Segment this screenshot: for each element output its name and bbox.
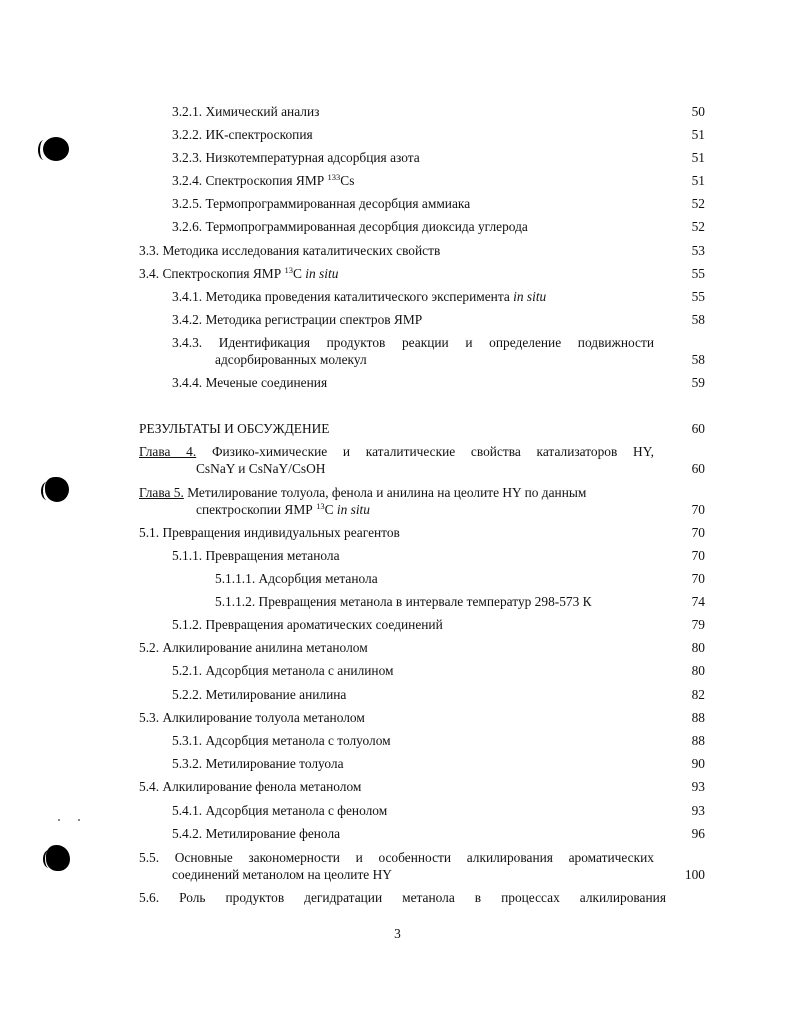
toc-entry-number: 3.4.: [139, 266, 160, 281]
toc-entry-page: 93: [691, 803, 705, 818]
toc-entry-page: 70: [691, 502, 705, 517]
toc-entry-number: 5.1.1.2.: [215, 594, 256, 609]
toc-entry-page: 51: [691, 173, 705, 188]
toc-entry-title: ИК-спектроскопия: [205, 127, 313, 142]
toc-entry-page: 80: [691, 663, 705, 678]
toc-entry-title: Спектроскопия ЯМР $^{133}$Cs: [205, 172, 355, 188]
toc-entry-title: Методика проведения каталитического эксперимента in situ: [205, 289, 547, 304]
toc-entry-title: Адсорбция метанола: [258, 571, 378, 586]
toc-entry-number: 5.1.2.: [172, 617, 203, 632]
toc-entry-page: 88: [691, 710, 705, 725]
toc-entry-page: 88: [691, 733, 705, 748]
toc-entry-number: 5.3.1.: [172, 733, 203, 748]
toc-entry-title-line2: CsNaY и CsNaY/CsOH: [196, 461, 326, 476]
toc-chapter-label: Глава 4.: [139, 444, 197, 459]
toc-entry-title-line1: Метилирование толуола, фенола и анилина на цеолите HY по данным: [187, 485, 587, 500]
toc-entry-title-line1: Роль продуктов дегидратации метанола в процессах алкилирования: [179, 890, 666, 905]
toc-entry-number: 3.2.2.: [172, 127, 203, 142]
toc-entry-title: Методика исследования каталитических свойств: [162, 243, 441, 258]
toc-entry-number: 5.1.: [139, 525, 160, 540]
toc-entry-title: Спектроскопия ЯМР $^{13}$C in situ: [162, 265, 339, 281]
toc-entry-title: Метилирование толуола: [205, 756, 344, 771]
toc-entry-title: Химический анализ: [205, 104, 320, 119]
toc-entry-number: 5.1.1.1.: [215, 571, 256, 586]
toc-entry-page: 60: [691, 421, 705, 436]
toc-entry-title: Алкилирование толуола метанолом: [162, 710, 365, 725]
toc-entry-number: 5.3.2.: [172, 756, 203, 771]
toc-entry-number: 3.2.4.: [172, 173, 203, 188]
toc-entry-page: 58: [691, 352, 705, 367]
toc-entry-page: 70: [691, 548, 705, 563]
toc-entry-page: 79: [691, 617, 705, 632]
toc-entry-number: 5.2.2.: [172, 687, 203, 702]
toc-entry-title: Превращения метанола: [205, 548, 340, 563]
toc-entry-page: 70: [691, 525, 705, 540]
toc-entry-title: Меченые соединения: [205, 375, 328, 390]
toc-entry-title: Термопрограммированная десорбция аммиака: [205, 196, 471, 211]
toc-entry-page: 90: [691, 756, 705, 771]
toc-entry-number: 5.4.2.: [172, 826, 203, 841]
toc-entry-title: Превращения ароматических соединений: [205, 617, 443, 632]
toc-entry-title: Методика регистрации спектров ЯМР: [205, 312, 423, 327]
toc-entry-title-line1: Идентификация продуктов реакции и определение подвижности: [218, 335, 654, 350]
toc-entry-number: 3.4.2.: [172, 312, 203, 327]
toc-entry-page: 70: [691, 571, 705, 586]
toc-entry-number: 5.2.: [139, 640, 160, 655]
toc-entry-title: Превращения метанола в интервале температур 298-573 К: [258, 594, 592, 609]
toc-entry-page: 82: [691, 687, 705, 702]
toc-entry-number: 5.3.: [139, 710, 160, 725]
toc-entry-title-line1: Физико-химические и каталитические свойства катализаторов HY,: [211, 444, 655, 459]
toc-entry-title: Адсорбция метанола с толуолом: [205, 733, 391, 748]
toc-entry-number: 3.2.3.: [172, 150, 203, 165]
toc-entry-title-line2: спектроскопии ЯМР $^{13}$C in situ: [196, 501, 370, 517]
toc-entry-title: Метилирование анилина: [205, 687, 347, 702]
toc-entry-number: 3.2.5.: [172, 196, 203, 211]
toc-entry-page: 55: [691, 289, 705, 304]
toc-entry-page: 60: [691, 461, 705, 476]
toc-entry-title: Алкилирование фенола метанолом: [162, 779, 362, 794]
toc-entry-page: 51: [691, 150, 705, 165]
toc-entry-page: 52: [691, 196, 705, 211]
toc-entry-title-line2: соединений метанолом на цеолите HY: [172, 867, 392, 882]
toc-entry-page: 93: [691, 779, 705, 794]
toc-entry-page: 51: [691, 127, 705, 142]
toc-entry-title-line1: Основные закономерности и особенности алкилирования ароматических: [174, 850, 654, 865]
toc-entry-number: 3.2.1.: [172, 104, 203, 119]
toc-entry-number: 3.4.4.: [172, 375, 203, 390]
toc-entry-number: 3.3.: [139, 243, 160, 258]
toc-entry-number: 5.5.: [139, 850, 160, 865]
toc-entry-page: 58: [691, 312, 705, 327]
toc-entry-page: 80: [691, 640, 705, 655]
toc-entry-number: 3.2.6.: [172, 219, 203, 234]
toc-entry-page: 100: [684, 867, 705, 882]
toc-entry-page: 55: [691, 266, 705, 281]
toc-entry-number: 5.1.1.: [172, 548, 203, 563]
toc-entry-page: 96: [691, 826, 705, 841]
toc-entry-page: 53: [691, 243, 705, 258]
toc-entry-number: 3.4.1.: [172, 289, 203, 304]
toc-entry-title: Низкотемпературная адсорбция азота: [205, 150, 420, 165]
toc-entry-title: Адсорбция метанола с анилином: [205, 663, 394, 678]
toc-entry-page: 59: [691, 375, 705, 390]
toc-entry-page: 52: [691, 219, 705, 234]
toc-entry-number: 3.4.3.: [172, 335, 203, 350]
toc-entry-title: РЕЗУЛЬТАТЫ И ОБСУЖДЕНИЕ: [139, 421, 330, 436]
toc-entry-page: 74: [691, 594, 705, 609]
toc-entry-page: 50: [691, 104, 705, 119]
toc-entry-number: 5.2.1.: [172, 663, 203, 678]
toc-entry-title: Адсорбция метанола с фенолом: [205, 803, 388, 818]
toc-entry-title-line2: адсорбированных молекул: [215, 352, 367, 367]
toc-chapter-label: Глава 5.: [139, 485, 184, 500]
toc-entry-title: Метилирование фенола: [205, 826, 341, 841]
toc-entry-title: Превращения индивидуальных реагентов: [162, 525, 400, 540]
page-number: 3: [394, 926, 401, 941]
toc-entry-number: 5.4.: [139, 779, 160, 794]
toc-entry-number: 5.6.: [139, 890, 160, 905]
toc-entry-title: Алкилирование анилина метанолом: [162, 640, 368, 655]
toc-entry-title: Термопрограммированная десорбция диоксида углерода: [205, 219, 528, 234]
toc-entry-number: 5.4.1.: [172, 803, 203, 818]
